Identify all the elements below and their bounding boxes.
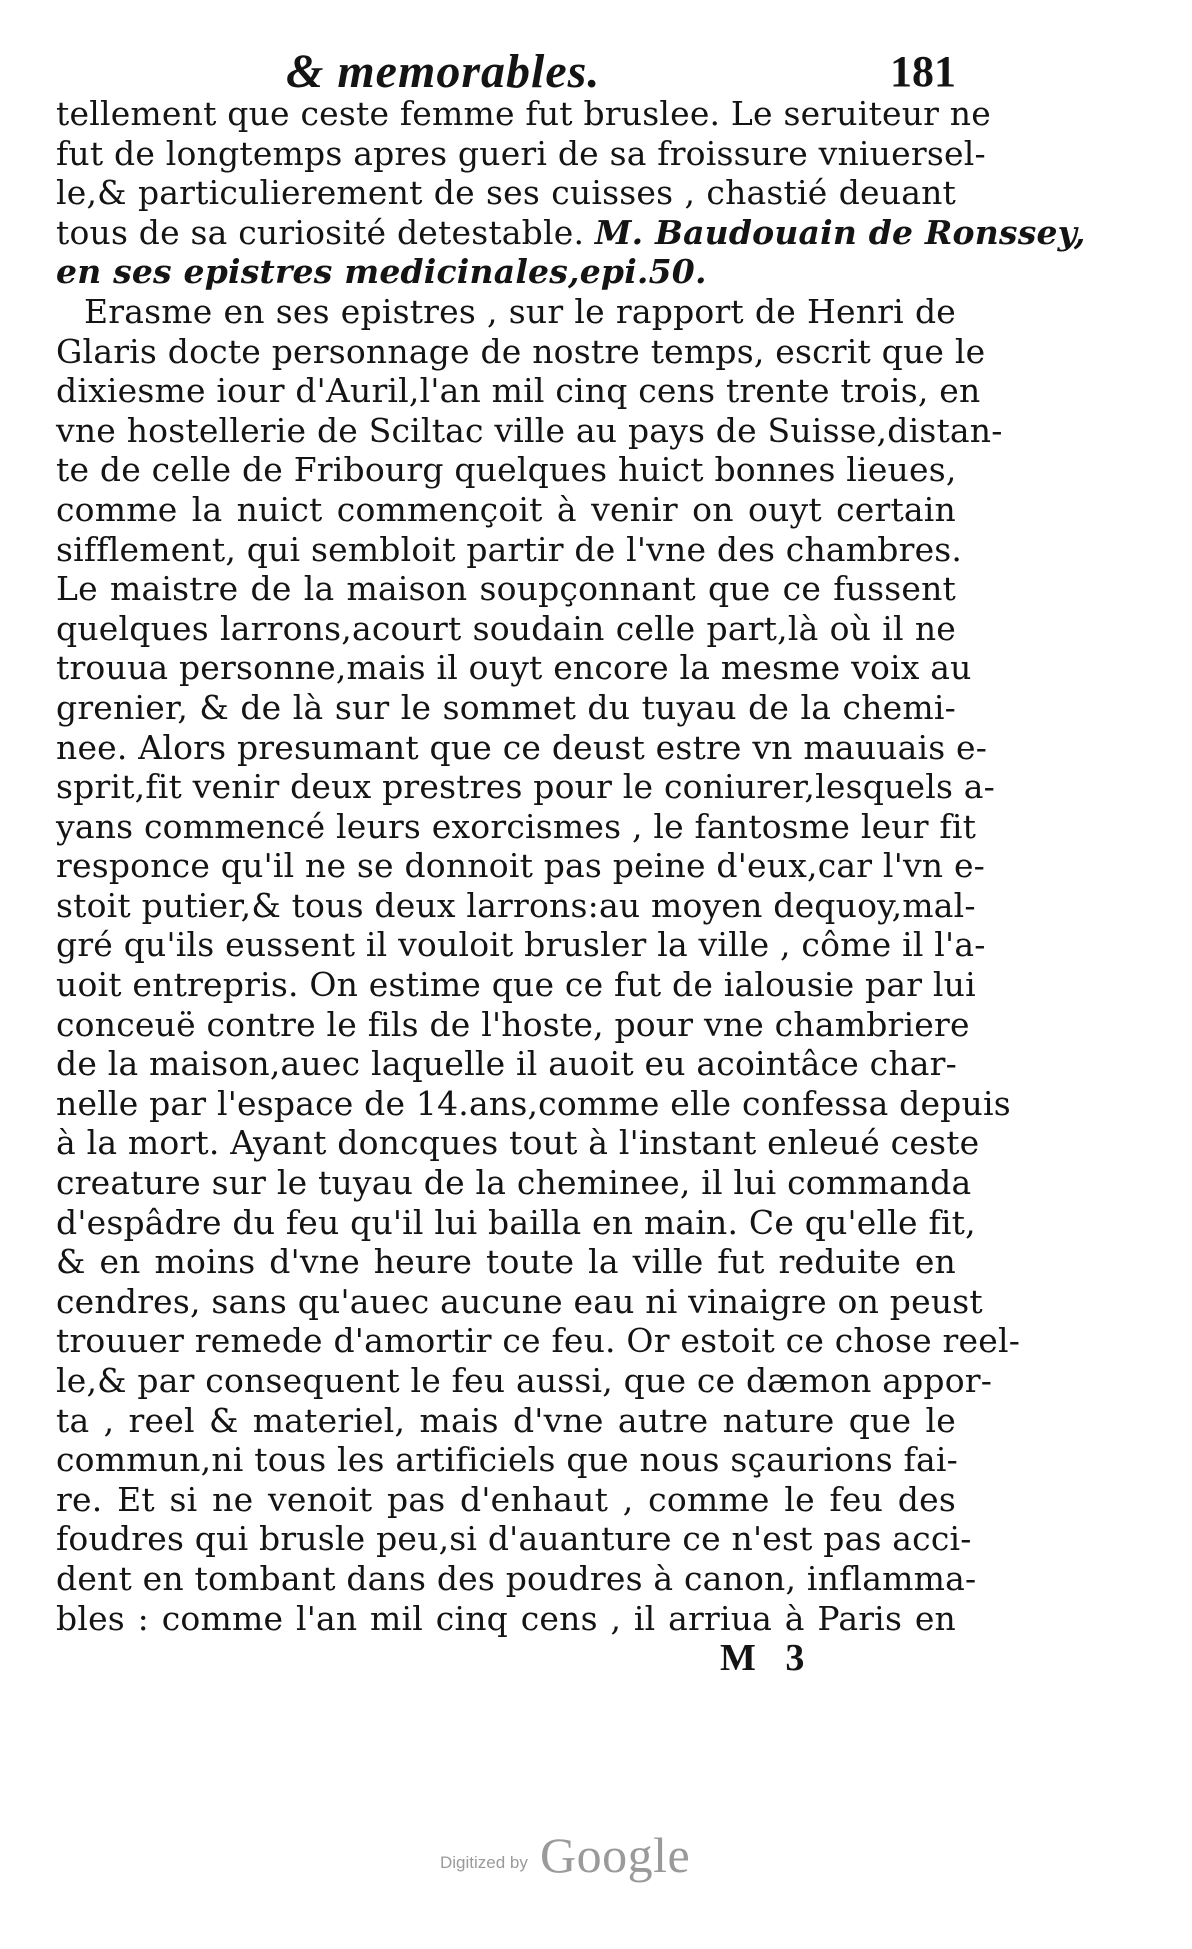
signature-mark: M 3: [720, 1637, 815, 1679]
text-line: responce qu'il ne se donnoit pas peine d'eux,car l'vn e-: [56, 846, 986, 886]
text-line: comme la nuict commençoit à venir on ouyt certain: [56, 489, 956, 529]
digitization-watermark: [440, 1826, 700, 1886]
text-line: uoit entrepris. On estime que ce fut de ialousie par lui: [56, 965, 976, 1005]
watermark-prefix: Digitized by: [440, 1853, 528, 1872]
citation-source: en ses epistres medicinales,epi.50.: [56, 252, 707, 292]
page-number: 181: [890, 47, 956, 96]
watermark-logo: Google: [540, 1827, 691, 1883]
text-line: d'espâdre du feu qu'il lui bailla en main. Ce qu'elle fit,: [56, 1202, 976, 1242]
text-line: le,& particulierement de ses cuisses , chastié deuant: [56, 173, 956, 213]
body-text: [56, 94, 1086, 1638]
text-line: dent en tombant dans des poudres à canon, inflamma-: [56, 1558, 977, 1598]
page-header: [56, 42, 956, 102]
text-line: le,& par consequent le feu aussi, que ce dæmon appor-: [56, 1361, 993, 1400]
text-line: & en moins d'vne heure toute la ville fut reduite en: [56, 1242, 956, 1282]
text-line: tellement que ceste femme fut bruslee. Le seruiteur ne: [56, 94, 991, 133]
text-line: ta , reel & materiel, mais d'vne autre nature que le: [56, 1400, 956, 1440]
text-line: nelle par l'espace de 14.ans,comme elle confessa depuis: [56, 1083, 1011, 1123]
running-head: & memorables.: [286, 45, 601, 98]
text-line: cendres, sans qu'auec aucune eau ni vinaigre on peust: [56, 1281, 983, 1321]
text-line: quelques larrons,acourt soudain celle part,là où il ne: [56, 608, 956, 648]
text-line-segment: tous de sa curiosité detestable.: [56, 212, 585, 252]
text-line: dixiesme iour d'Auril,l'an mil cinq cens trente trois, en: [56, 371, 981, 411]
text-line: foudres qui brusle peu,si d'auanture ce n'est pas acci-: [56, 1519, 972, 1559]
text-line: yans commencé leurs exorcismes , le fantosme leur fit: [56, 806, 977, 846]
text-line: bles : comme l'an mil cinq cens , il arriua à Paris en: [56, 1598, 956, 1638]
text-line: conceuë contre le fils de l'hoste, pour vne chambriere: [56, 1004, 970, 1044]
text-line: stoit putier,& tous deux larrons:au moyen dequoy,mal-: [56, 885, 976, 925]
text-line: sprit,fit venir deux prestres pour le coniurer,lesquels a-: [56, 767, 996, 807]
text-line: Le maistre de la maison soupçonnant que ce fussent: [56, 569, 956, 609]
text-line: commun,ni tous les artificiels que nous sçaurions fai-: [56, 1440, 958, 1480]
text-line: vne hostellerie de Sciltac ville au pays de Suisse,distan-: [56, 410, 1003, 450]
text-line: nee. Alors presumant que ce deust estre vn mauuais e-: [56, 727, 988, 767]
text-line: creature sur le tuyau de la cheminee, il lui commanda: [56, 1163, 972, 1203]
text-line: te de celle de Fribourg quelques huict bonnes lieues,: [56, 450, 957, 490]
text-line: re. Et si ne venoit pas d'enhaut , comme le feu des: [56, 1479, 956, 1519]
citation-author: M. Baudouain de Ronssey,: [594, 212, 1086, 252]
text-line: Erasme en ses epistres , sur le rapport de Henri de: [84, 291, 956, 331]
text-line: à la mort. Ayant doncques tout à l'instant enleué ceste: [56, 1123, 980, 1163]
text-line: Glaris docte personnage de nostre temps, escrit que le: [56, 331, 986, 371]
text-line: gré qu'ils eussent il vouloit brusler la ville , côme il l'a-: [56, 925, 986, 965]
text-line: de la maison,auec laquelle il auoit eu acointâce char-: [56, 1044, 957, 1084]
text-line: grenier, & de là sur le sommet du tuyau de la chemi-: [56, 687, 956, 727]
text-line: fut de longtemps apres gueri de sa froissure vniuersel-: [56, 133, 986, 173]
text-line-with-citation: [56, 212, 1086, 253]
text-line: trouua personne,mais il ouyt encore la mesme voix au: [56, 648, 972, 688]
text-line: trouuer remede d'amortir ce feu. Or estoit ce chose reel-: [56, 1321, 1021, 1361]
text-line: sifflement, qui sembloit partir de l'vne des chambres.: [56, 529, 963, 569]
